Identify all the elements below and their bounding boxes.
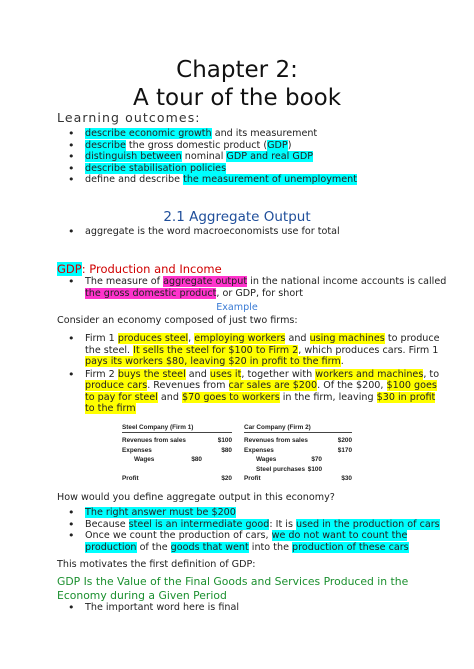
- row-value: $100: [217, 437, 232, 444]
- highlighted-text: employing workers: [194, 333, 286, 344]
- final-bullet-item: [57, 602, 239, 614]
- consider-text: Consider an economy composed of just two firms:: [57, 315, 298, 326]
- row-label: Expenses: [244, 446, 274, 454]
- text-run: in the national income accounts is called: [247, 276, 447, 287]
- gdp-definition-heading: GDP Is the Value of the Final Goods and Services Produced in the Economy during a Given Period: [57, 575, 409, 602]
- text-run: , which produces cars. Firm 1: [298, 344, 439, 356]
- text-run: to produce: [384, 333, 440, 344]
- highlighted-text: $100 goes: [386, 380, 437, 391]
- text-run: , together with: [241, 368, 316, 380]
- chapter-title: Chapter 2:: [176, 57, 298, 83]
- learning-outcome-item: [57, 174, 357, 186]
- example-label: Example: [216, 302, 258, 313]
- highlighted-text: aggregate output: [163, 276, 248, 287]
- gdp-heading: [57, 262, 222, 276]
- highlighted-text: the measurement of unemployment: [183, 174, 357, 185]
- text-run: The important word here is final: [85, 602, 240, 613]
- highlighted-text: $70 goes to workers: [182, 391, 280, 403]
- highlighted-text: describe: [85, 139, 126, 151]
- text-run: of the: [136, 541, 171, 553]
- text-run: and: [185, 368, 210, 380]
- text-run: , or GDP, for short: [216, 287, 303, 299]
- row-label: Profit: [244, 475, 261, 482]
- steel-company-table: [122, 424, 232, 484]
- text-run: The measure of: [85, 276, 164, 287]
- firm-bullet-list: [57, 333, 440, 415]
- highlighted-text: using machines: [309, 333, 385, 344]
- highlighted-text: GDP: [267, 139, 288, 151]
- text-run: Once we count the production of cars,: [85, 530, 272, 541]
- highlighted-text: It sells the steel for $100 to Firm 2: [133, 344, 299, 356]
- highlighted-text: car sales are $200: [228, 380, 318, 391]
- firm-1-bullet-item: [57, 333, 440, 368]
- highlighted-text: GDP and real GDP: [226, 151, 313, 162]
- section-heading: 2.1 Aggregate Output: [163, 209, 311, 225]
- final-bullet-list: [57, 602, 239, 614]
- highlighted-text: GDP: [57, 262, 82, 276]
- highlighted-text: describe stabilisation policies: [85, 162, 227, 174]
- highlighted-text: to pay for steel: [85, 391, 158, 403]
- text-run: nominal: [181, 151, 227, 162]
- answer-bullet-item: [57, 519, 440, 531]
- learning-outcome-item: [57, 151, 357, 163]
- text-run: : It is: [269, 518, 297, 530]
- highlighted-text: $30 in profit: [376, 391, 436, 403]
- steel-table-row: [122, 455, 232, 465]
- car-table-title: Car Company (Firm 2): [244, 424, 352, 433]
- highlighted-text: produce cars: [85, 380, 148, 391]
- text-run: the steel.: [85, 344, 134, 356]
- text-run: ): [287, 139, 292, 151]
- car-table-row: [244, 465, 352, 475]
- text-run: and: [157, 391, 183, 403]
- highlighted-text: steel is an intermediate good: [128, 518, 270, 530]
- highlighted-text: buys the steel: [117, 368, 186, 380]
- highlighted-text: the gross domestic product: [85, 287, 217, 299]
- highlighted-text: The right answer must be $200: [85, 507, 236, 518]
- text-run: define and describe: [85, 174, 184, 185]
- motivates-text: This motivates the first definition of GDP:: [57, 559, 256, 570]
- text-run: : Production and Income: [81, 262, 222, 276]
- car-company-table: [244, 424, 352, 484]
- highlighted-text: produces steel: [117, 333, 189, 344]
- highlighted-text: describe economic growth: [85, 128, 212, 139]
- highlighted-text: workers and machines: [315, 368, 424, 380]
- text-run: and: [285, 333, 310, 344]
- text-run: . Revenues from: [147, 380, 229, 391]
- row-sub-value: $80: [191, 456, 202, 463]
- row-label: Revenues from sales: [122, 437, 186, 444]
- learning-outcome-item: [57, 163, 357, 175]
- learning-outcomes-heading: Learning outcomes:: [57, 110, 201, 125]
- text-run: the gross domestic product (: [125, 139, 268, 151]
- car-table-row: [244, 446, 352, 456]
- car-table-row: [244, 436, 352, 446]
- steel-table-title: Steel Company (Firm 1): [122, 424, 232, 433]
- steel-table-row: [122, 474, 232, 484]
- text-run: Because: [85, 518, 129, 530]
- row-label: Revenues from sales: [244, 437, 308, 444]
- learning-outcomes-list: [57, 128, 357, 186]
- highlighted-text: production of these cars: [292, 541, 409, 553]
- measure-bullet-list: [57, 276, 446, 299]
- learning-outcome-item: [57, 140, 357, 152]
- row-label: Wages: [134, 456, 155, 463]
- text-run: ,: [188, 333, 195, 344]
- answer-bullet-item: [57, 530, 440, 553]
- text-run: . Of the $200,: [317, 380, 387, 391]
- row-value: $170: [337, 446, 352, 454]
- highlighted-text: goods that went: [170, 541, 249, 553]
- row-value: $80: [221, 446, 232, 454]
- highlighted-text: used in the production of cars: [296, 518, 440, 530]
- question-text: How would you define aggregate output in this economy?: [57, 492, 335, 503]
- steel-table-row: [122, 436, 232, 446]
- firm-2-bullet-item: [57, 369, 440, 415]
- answer-bullet-item: [57, 507, 440, 519]
- highlighted-text: uses it: [209, 368, 242, 380]
- row-value: $200: [337, 437, 352, 444]
- steel-table-row: [122, 446, 232, 456]
- car-table-row: [244, 474, 352, 484]
- text-run: Firm 2: [85, 368, 118, 380]
- text-run: , to: [423, 368, 440, 380]
- row-label: Expenses: [122, 446, 152, 454]
- row-sub-value: $70: [311, 456, 322, 463]
- text-run: Firm 1: [85, 333, 118, 344]
- steel-table-row: [122, 465, 232, 475]
- answer-bullet-list: [57, 507, 440, 553]
- row-label: Steel purchases: [256, 465, 306, 473]
- highlighted-text: pays its workers $80, leaving $20 in profit to the firm: [85, 356, 341, 367]
- row-label: Profit: [122, 475, 139, 482]
- text-run: aggregate is the word macroeconomists use for total: [85, 226, 340, 237]
- section-bullet-list: [57, 226, 340, 238]
- row-value: $30: [341, 475, 352, 482]
- section-bullet-item: [57, 226, 340, 238]
- learning-outcome-item: [57, 128, 357, 140]
- car-table-row: [244, 455, 352, 465]
- text-run: into the: [248, 541, 293, 553]
- row-value: $20: [221, 475, 232, 482]
- text-run: .: [340, 356, 344, 367]
- highlighted-text: production: [85, 541, 137, 553]
- text-run: and its measurement: [211, 128, 318, 139]
- row-sub-value: $100: [307, 465, 322, 473]
- text-run: in the firm, leaving: [279, 391, 377, 403]
- highlighted-text: distinguish between: [85, 151, 182, 162]
- row-label: Wages: [256, 456, 277, 463]
- chapter-subtitle: A tour of the book: [132, 85, 342, 111]
- measure-bullet-item: [57, 276, 446, 299]
- highlighted-text: to the firm: [85, 403, 136, 414]
- highlighted-text: we do not want to count the: [271, 530, 408, 541]
